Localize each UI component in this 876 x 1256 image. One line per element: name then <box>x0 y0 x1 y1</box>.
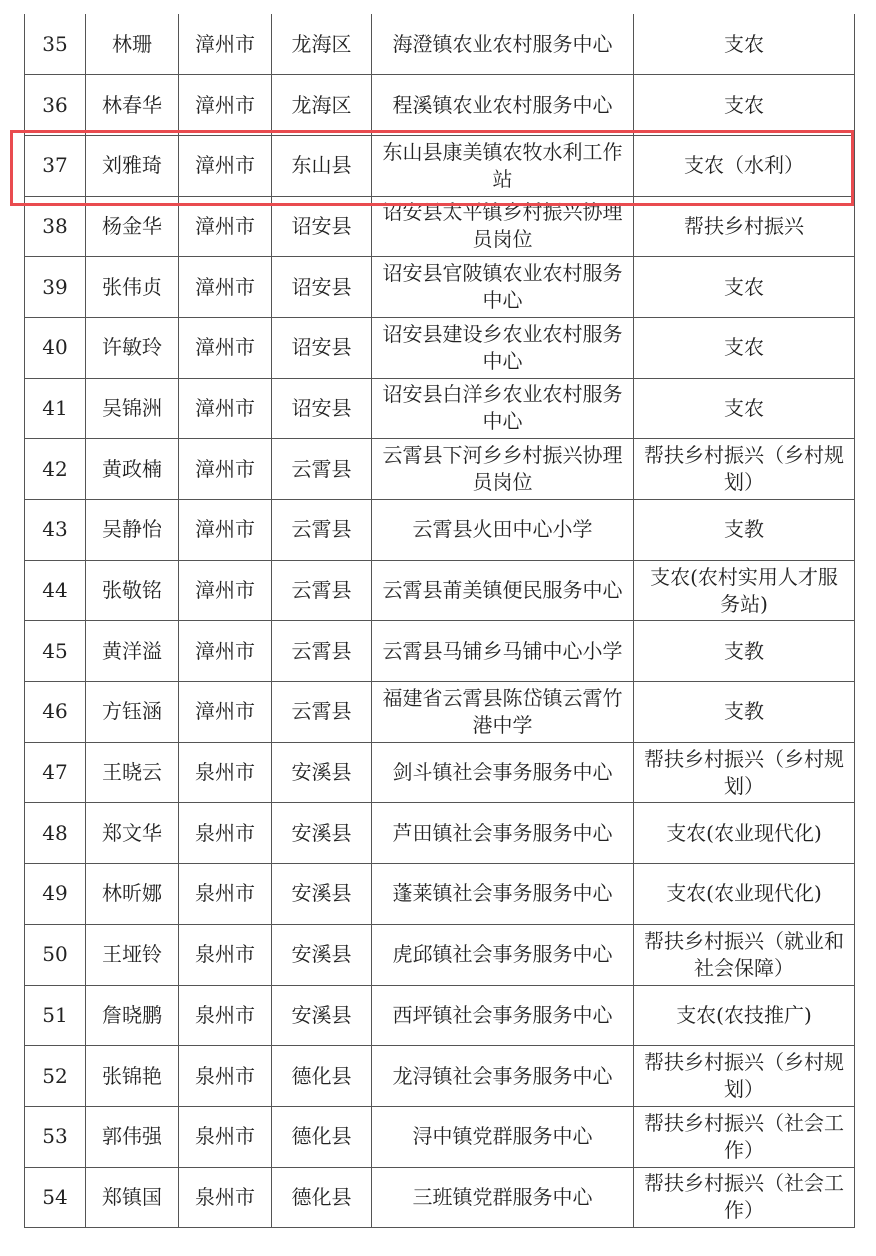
row-number: 48 <box>25 803 86 864</box>
table-row <box>25 257 855 318</box>
table-row <box>25 560 855 621</box>
table-row <box>25 317 855 378</box>
city-name: 漳州市 <box>179 378 272 439</box>
person-name: 郭伟强 <box>86 1106 179 1167</box>
city-name: 泉州市 <box>179 1106 272 1167</box>
table-row <box>25 1046 855 1107</box>
row-number: 42 <box>25 439 86 500</box>
service-type: 帮扶乡村振兴 <box>634 196 855 257</box>
person-name: 杨金华 <box>86 196 179 257</box>
service-unit: 福建省云霄县陈岱镇云霄竹港中学 <box>372 682 634 743</box>
person-name: 王垭铃 <box>86 924 179 985</box>
row-number: 39 <box>25 257 86 318</box>
service-unit: 浔中镇党群服务中心 <box>372 1106 634 1167</box>
person-name: 王晓云 <box>86 742 179 803</box>
row-number: 41 <box>25 378 86 439</box>
county-name: 东山县 <box>272 135 372 196</box>
service-type: 支农 <box>634 378 855 439</box>
table-row <box>25 682 855 743</box>
county-name: 诏安县 <box>272 317 372 378</box>
service-unit: 程溪镇农业农村服务中心 <box>372 75 634 136</box>
row-number: 45 <box>25 621 86 682</box>
service-type: 支教 <box>634 682 855 743</box>
county-name: 德化县 <box>272 1167 372 1228</box>
person-name: 林珊 <box>86 14 179 75</box>
person-name: 黄洋溢 <box>86 621 179 682</box>
service-type: 支农 <box>634 14 855 75</box>
service-unit: 诏安县太平镇乡村振兴协理员岗位 <box>372 196 634 257</box>
service-unit: 海澄镇农业农村服务中心 <box>372 14 634 75</box>
table-row <box>25 14 855 75</box>
service-type: 帮扶乡村振兴（社会工作） <box>634 1167 855 1228</box>
city-name: 漳州市 <box>179 621 272 682</box>
row-number: 50 <box>25 924 86 985</box>
table-body <box>25 14 855 1228</box>
person-name: 方钰涵 <box>86 682 179 743</box>
county-name: 德化县 <box>272 1046 372 1107</box>
county-name: 安溪县 <box>272 985 372 1046</box>
person-name: 林春华 <box>86 75 179 136</box>
service-type: 帮扶乡村振兴（社会工作） <box>634 1106 855 1167</box>
table-row <box>25 500 855 561</box>
row-number: 43 <box>25 500 86 561</box>
city-name: 漳州市 <box>179 14 272 75</box>
person-name: 张敬铭 <box>86 560 179 621</box>
city-name: 漳州市 <box>179 682 272 743</box>
person-name: 刘雅琦 <box>86 135 179 196</box>
person-name: 吴锦洲 <box>86 378 179 439</box>
city-name: 漳州市 <box>179 75 272 136</box>
row-number: 49 <box>25 864 86 925</box>
row-number: 36 <box>25 75 86 136</box>
person-name: 林昕娜 <box>86 864 179 925</box>
row-number: 47 <box>25 742 86 803</box>
city-name: 泉州市 <box>179 1046 272 1107</box>
row-number: 44 <box>25 560 86 621</box>
city-name: 泉州市 <box>179 742 272 803</box>
service-type: 支农（水利） <box>634 135 855 196</box>
county-name: 诏安县 <box>272 196 372 257</box>
service-unit: 云霄县莆美镇便民服务中心 <box>372 560 634 621</box>
service-type: 帮扶乡村振兴（乡村规划） <box>634 742 855 803</box>
service-type: 支农 <box>634 75 855 136</box>
person-name: 吴静怡 <box>86 500 179 561</box>
row-number: 38 <box>25 196 86 257</box>
county-name: 龙海区 <box>272 75 372 136</box>
person-name: 张锦艳 <box>86 1046 179 1107</box>
service-unit: 剑斗镇社会事务服务中心 <box>372 742 634 803</box>
county-name: 德化县 <box>272 1106 372 1167</box>
table-row <box>25 924 855 985</box>
table-row <box>25 864 855 925</box>
service-unit: 三班镇党群服务中心 <box>372 1167 634 1228</box>
service-type: 帮扶乡村振兴（乡村规划） <box>634 439 855 500</box>
city-name: 漳州市 <box>179 257 272 318</box>
personnel-table <box>24 14 855 1228</box>
table-row <box>25 1106 855 1167</box>
service-unit: 云霄县下河乡乡村振兴协理员岗位 <box>372 439 634 500</box>
table-row <box>25 439 855 500</box>
city-name: 泉州市 <box>179 985 272 1046</box>
county-name: 安溪县 <box>272 803 372 864</box>
row-number: 51 <box>25 985 86 1046</box>
service-unit: 云霄县火田中心小学 <box>372 500 634 561</box>
county-name: 云霄县 <box>272 500 372 561</box>
row-number: 46 <box>25 682 86 743</box>
county-name: 龙海区 <box>272 14 372 75</box>
city-name: 泉州市 <box>179 803 272 864</box>
city-name: 泉州市 <box>179 924 272 985</box>
service-type: 支农 <box>634 257 855 318</box>
county-name: 安溪县 <box>272 742 372 803</box>
row-number: 35 <box>25 14 86 75</box>
table-row <box>25 196 855 257</box>
row-number: 54 <box>25 1167 86 1228</box>
row-number: 40 <box>25 317 86 378</box>
city-name: 漳州市 <box>179 439 272 500</box>
service-type: 支农(农业现代化) <box>634 864 855 925</box>
service-type: 支农(农技推广) <box>634 985 855 1046</box>
person-name: 张伟贞 <box>86 257 179 318</box>
person-name: 詹晓鹏 <box>86 985 179 1046</box>
county-name: 云霄县 <box>272 682 372 743</box>
service-type: 帮扶乡村振兴（就业和社会保障） <box>634 924 855 985</box>
table-row <box>25 742 855 803</box>
city-name: 泉州市 <box>179 1167 272 1228</box>
service-type: 支教 <box>634 500 855 561</box>
county-name: 云霄县 <box>272 621 372 682</box>
city-name: 漳州市 <box>179 196 272 257</box>
county-name: 云霄县 <box>272 439 372 500</box>
city-name: 泉州市 <box>179 864 272 925</box>
city-name: 漳州市 <box>179 560 272 621</box>
county-name: 安溪县 <box>272 924 372 985</box>
service-unit: 虎邱镇社会事务服务中心 <box>372 924 634 985</box>
row-number: 53 <box>25 1106 86 1167</box>
city-name: 漳州市 <box>179 135 272 196</box>
service-unit: 诏安县官陂镇农业农村服务中心 <box>372 257 634 318</box>
service-type: 支农(农业现代化) <box>634 803 855 864</box>
service-unit: 龙浔镇社会事务服务中心 <box>372 1046 634 1107</box>
person-name: 许敏玲 <box>86 317 179 378</box>
service-unit: 蓬莱镇社会事务服务中心 <box>372 864 634 925</box>
table-row <box>25 75 855 136</box>
row-number: 37 <box>25 135 86 196</box>
service-type: 帮扶乡村振兴（乡村规划） <box>634 1046 855 1107</box>
table-row <box>25 803 855 864</box>
table-row <box>25 985 855 1046</box>
service-unit: 诏安县建设乡农业农村服务中心 <box>372 317 634 378</box>
table-row <box>25 621 855 682</box>
county-name: 安溪县 <box>272 864 372 925</box>
service-unit: 东山县康美镇农牧水利工作站 <box>372 135 634 196</box>
service-type: 支农(农村实用人才服务站) <box>634 560 855 621</box>
service-unit: 西坪镇社会事务服务中心 <box>372 985 634 1046</box>
person-name: 郑文华 <box>86 803 179 864</box>
person-name: 黄政楠 <box>86 439 179 500</box>
row-number: 52 <box>25 1046 86 1107</box>
person-name: 郑镇国 <box>86 1167 179 1228</box>
county-name: 云霄县 <box>272 560 372 621</box>
service-unit: 云霄县马铺乡马铺中心小学 <box>372 621 634 682</box>
table-row <box>25 1167 855 1228</box>
service-unit: 芦田镇社会事务服务中心 <box>372 803 634 864</box>
city-name: 漳州市 <box>179 500 272 561</box>
city-name: 漳州市 <box>179 317 272 378</box>
table-row <box>25 135 855 196</box>
county-name: 诏安县 <box>272 257 372 318</box>
service-type: 支农 <box>634 317 855 378</box>
service-unit: 诏安县白洋乡农业农村服务中心 <box>372 378 634 439</box>
service-type: 支教 <box>634 621 855 682</box>
county-name: 诏安县 <box>272 378 372 439</box>
table-row <box>25 378 855 439</box>
